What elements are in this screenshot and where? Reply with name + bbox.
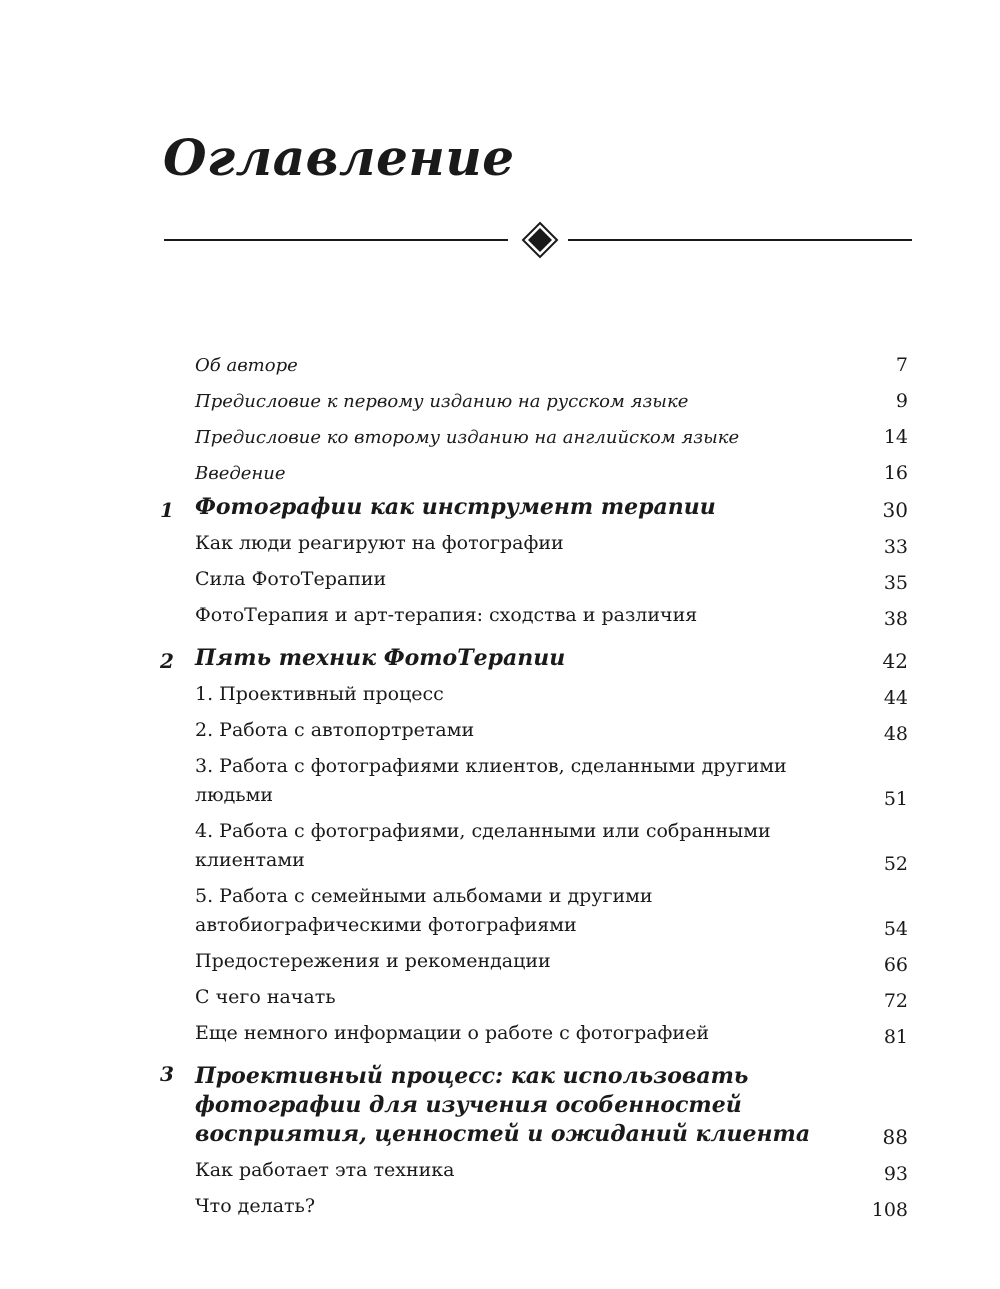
toc-entry-introduction[interactable] — [160, 448, 908, 484]
toc-chapter-3[interactable] — [160, 1048, 908, 1149]
toc-page-number: 16 — [883, 462, 908, 484]
section-title: Еще немного информации о работе с фотографией — [195, 1022, 710, 1044]
toc-section[interactable] — [160, 1012, 908, 1048]
section-title: Что делать? — [195, 1195, 316, 1217]
toc-page-number: 88 — [882, 1125, 908, 1149]
page-title: Оглавление — [163, 128, 515, 187]
toc-page-number: 93 — [883, 1163, 908, 1185]
toc-section[interactable] — [160, 1149, 908, 1185]
chapter-title: Пять техник ФотоТерапии — [195, 645, 566, 671]
chapter-number: 2 — [160, 649, 174, 673]
toc-section[interactable] — [160, 522, 908, 558]
toc-page-number: 66 — [883, 954, 908, 976]
toc-entry-title: Об авторе — [195, 355, 298, 376]
chapter-number: 1 — [160, 498, 174, 522]
toc-section[interactable] — [160, 745, 908, 810]
toc-entry-title: Предисловие ко второму изданию на английском языке — [195, 427, 740, 448]
toc-entry-title: Введение — [195, 463, 286, 484]
section-title: 2. Работа с автопортретами — [195, 719, 475, 741]
toc-page-number: 81 — [883, 1026, 908, 1048]
section-title: 1. Проективный процесс — [195, 683, 444, 705]
toc-page-number: 9 — [895, 390, 908, 412]
section-title: 5. Работа с семейными альбомами и другими автобиографическими фотографиями — [195, 885, 653, 936]
toc-page-number: 52 — [883, 853, 908, 875]
chapter-title: Проективный процесс: как использовать фотографии для изучения особенностей восприятия, ценностей и ожиданий клиента — [195, 1063, 811, 1147]
toc-page-number: 35 — [883, 572, 908, 594]
toc-entry-preface-english[interactable] — [160, 412, 908, 448]
toc-page-number: 38 — [883, 608, 908, 630]
toc-section[interactable] — [160, 673, 908, 709]
toc-page-number: 44 — [883, 687, 908, 709]
section-title: 3. Работа с фотографиями клиентов, сделанными другими людьми — [195, 755, 787, 806]
toc-page-number: 14 — [883, 426, 908, 448]
chapter-title: Фотографии как инструмент терапии — [195, 494, 716, 520]
toc-section[interactable] — [160, 594, 908, 630]
toc-page-number: 51 — [883, 788, 908, 810]
toc-page-number: 72 — [883, 990, 908, 1012]
section-title: Сила ФотоТерапии — [195, 568, 387, 590]
toc-page-number: 108 — [871, 1199, 908, 1221]
toc-chapter-2[interactable] — [160, 630, 908, 673]
toc-section[interactable] — [160, 1185, 908, 1221]
section-title: Предостережения и рекомендации — [195, 950, 551, 972]
toc-section[interactable] — [160, 875, 908, 940]
section-title: Как люди реагируют на фотографии — [195, 532, 564, 554]
toc-page-number: 54 — [883, 918, 908, 940]
toc-page-number: 33 — [883, 536, 908, 558]
ornament-divider — [164, 220, 912, 260]
toc-entry-preface-russian[interactable] — [160, 376, 908, 412]
toc-section[interactable] — [160, 940, 908, 976]
table-of-contents — [160, 340, 908, 1221]
toc-section[interactable] — [160, 976, 908, 1012]
toc-section[interactable] — [160, 558, 908, 594]
toc-page-number: 30 — [882, 498, 908, 522]
toc-entry-about-author[interactable] — [160, 340, 908, 376]
section-title: ФотоТерапия и арт-терапия: сходства и различия — [195, 604, 698, 626]
chapter-number: 3 — [160, 1062, 174, 1086]
toc-section[interactable] — [160, 810, 908, 875]
section-title: С чего начать — [195, 986, 336, 1008]
section-title: 4. Работа с фотографиями, сделанными или собранными клиентами — [195, 820, 771, 871]
toc-section[interactable] — [160, 709, 908, 745]
section-title: Как работает эта техника — [195, 1159, 455, 1181]
toc-entry-title: Предисловие к первому изданию на русском языке — [195, 391, 689, 412]
toc-page-number: 7 — [895, 354, 908, 376]
toc-chapter-1[interactable] — [160, 484, 908, 522]
toc-page-number: 48 — [883, 723, 908, 745]
toc-page-number: 42 — [882, 649, 908, 673]
